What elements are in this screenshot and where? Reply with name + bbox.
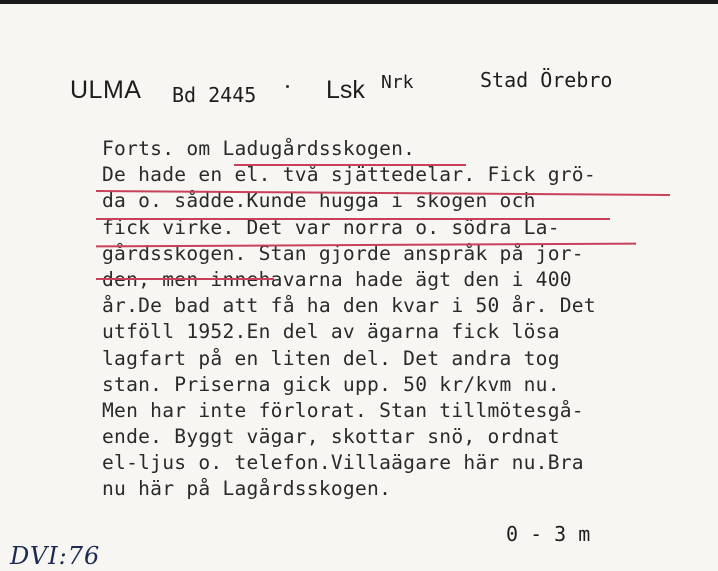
text-line: lagfart på en liten del. Det andra tog <box>102 346 560 370</box>
text-line: utföll 1952.En del av ägarna fick lösa <box>102 320 560 344</box>
text-line: den, men innehavarna hade ägt den i 400 <box>102 267 572 291</box>
place-value: Stad Örebro <box>480 68 613 92</box>
underline-mark <box>234 164 466 166</box>
underline-mark <box>96 218 610 220</box>
scale-note: 0 - 3 m <box>506 522 591 546</box>
text-line: gårdsskogen. Stan gjorde anspråk på jor- <box>102 241 584 265</box>
text-line: stan. Priserna gick upp. 50 kr/kvm nu. <box>102 372 560 396</box>
text-line: fick virke. Det var norra o. södra La- <box>102 215 560 239</box>
record-code: Bd 2445 <box>172 83 257 107</box>
text-line: år.De bad att få ha den kvar i 50 år. Det <box>102 294 596 318</box>
text-line: nu här på Lagårdsskogen. <box>102 477 392 501</box>
province-value: Nrk <box>381 72 414 93</box>
province-label: Lsk <box>326 76 365 104</box>
text-line: da o. sådde.Kunde hugga i skogen och <box>102 189 536 213</box>
text-line: ende. Byggt vägar, skottar snö, ordnat <box>102 425 560 449</box>
text-line: el-ljus o. telefon.Villaägare här nu.Bra <box>102 451 584 475</box>
text-line: De hade en el. två sjättedelar. Fick grö- <box>102 163 596 187</box>
ink-dot <box>286 85 289 88</box>
archive-name: ULMA <box>70 76 142 104</box>
text-line: Men har inte förlorat. Stan tillmötesgå- <box>102 398 584 422</box>
text-line: Forts. om Ladugårdsskogen. <box>102 137 416 160</box>
underline-mark <box>96 278 274 280</box>
catalog-signature: DVI:76 <box>10 542 101 570</box>
